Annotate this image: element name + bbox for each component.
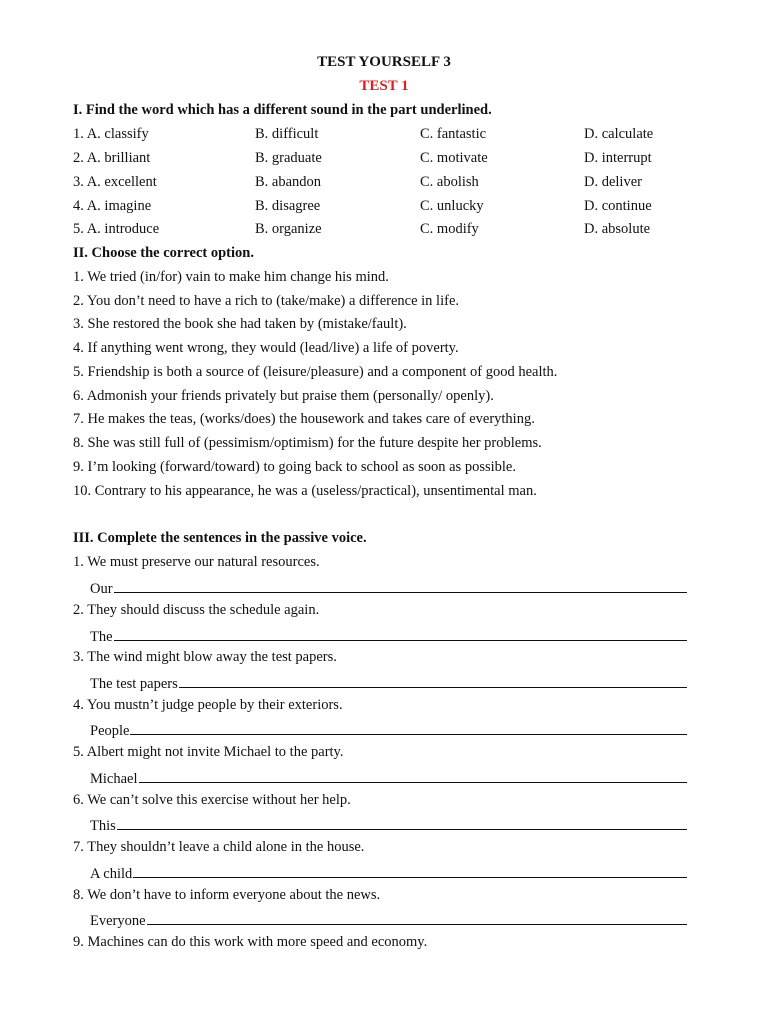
- option-a: 2. A. brilliant: [73, 150, 151, 166]
- question-item: 9. Machines can do this work with more speed and economy.: [73, 934, 428, 950]
- option-d: D. absolute: [584, 221, 651, 237]
- answer-stem: Michael: [90, 771, 138, 787]
- answer-blank[interactable]: [147, 910, 687, 925]
- answer-line[interactable]: [90, 578, 687, 598]
- question-row: [73, 174, 693, 194]
- question-item: 4. If anything went wrong, they would (lead/live) a life of poverty.: [73, 340, 459, 356]
- option-a: 4. A. imagine: [73, 198, 152, 214]
- answer-blank[interactable]: [179, 673, 687, 688]
- answer-line[interactable]: [90, 863, 687, 883]
- question-item: 1. We tried (in/for) vain to make him change his mind.: [73, 269, 389, 285]
- question-row: [73, 150, 693, 170]
- question-item: 9. I’m looking (forward/toward) to going back to school as soon as possible.: [73, 459, 516, 475]
- option-c: C. abolish: [420, 174, 479, 190]
- question-item: 10. Contrary to his appearance, he was a (useless/practical), unsentimental man.: [73, 483, 537, 499]
- option-d: D. interrupt: [584, 150, 652, 166]
- question-item: 1. We must preserve our natural resources.: [73, 554, 320, 570]
- option-b: B. abandon: [255, 174, 322, 190]
- answer-stem: People: [90, 723, 130, 739]
- question-item: 5. Friendship is both a source of (leisure/pleasure) and a component of good health.: [73, 364, 558, 380]
- question-item: 8. She was still full of (pessimism/optimism) for the future despite her problems.: [73, 435, 542, 451]
- option-a: 5. A. introduce: [73, 221, 160, 237]
- answer-stem: Everyone: [90, 913, 146, 929]
- option-c: C. unlucky: [420, 198, 484, 214]
- test-subtitle: TEST 1: [359, 78, 409, 94]
- answer-line[interactable]: [90, 626, 687, 646]
- answer-line[interactable]: [90, 673, 687, 693]
- question-item: 3. She restored the book she had taken by (mistake/fault).: [73, 316, 407, 332]
- option-c: C. motivate: [420, 150, 488, 166]
- question-item: 5. Albert might not invite Michael to the party.: [73, 744, 344, 760]
- option-b: B. graduate: [255, 150, 322, 166]
- answer-stem: Our: [90, 581, 113, 597]
- question-item: 4. You mustn’t judge people by their exteriors.: [73, 697, 343, 713]
- question-row: [73, 221, 693, 241]
- option-d: D. calculate: [584, 126, 654, 142]
- question-item: 2. They should discuss the schedule again.: [73, 602, 320, 618]
- answer-line[interactable]: [90, 768, 687, 788]
- option-b: B. organize: [255, 221, 322, 237]
- question-item: 2. You don’t need to have a rich to (take/make) a difference in life.: [73, 293, 459, 309]
- option-c: C. fantastic: [420, 126, 487, 142]
- answer-blank[interactable]: [133, 863, 687, 878]
- option-b: B. difficult: [255, 126, 319, 142]
- option-d: D. deliver: [584, 174, 642, 190]
- answer-blank[interactable]: [117, 815, 687, 830]
- option-d: D. continue: [584, 198, 652, 214]
- option-c: C. modify: [420, 221, 479, 237]
- answer-blank[interactable]: [114, 578, 687, 593]
- question-item: 3. The wind might blow away the test papers.: [73, 649, 337, 665]
- answer-stem: A child: [90, 866, 133, 882]
- question-item: 6. We can’t solve this exercise without her help.: [73, 792, 351, 808]
- section-2-heading: II. Choose the correct option.: [73, 245, 254, 261]
- answer-blank[interactable]: [130, 720, 687, 735]
- question-item: 8. We don’t have to inform everyone about the news.: [73, 887, 381, 903]
- option-a: 1. A. classify: [73, 126, 149, 142]
- question-item: 7. They shouldn’t leave a child alone in the house.: [73, 839, 365, 855]
- answer-line[interactable]: [90, 910, 687, 930]
- option-b: B. disagree: [255, 198, 321, 214]
- answer-line[interactable]: [90, 815, 687, 835]
- question-row: [73, 126, 693, 146]
- section-1-heading: I. Find the word which has a different sound in the part underlined.: [73, 102, 492, 118]
- question-row: [73, 198, 693, 218]
- answer-line[interactable]: [90, 720, 687, 740]
- question-item: 6. Admonish your friends privately but praise them (personally/ openly).: [73, 388, 494, 404]
- answer-blank[interactable]: [139, 768, 687, 783]
- answer-stem: This: [90, 818, 116, 834]
- question-item: 7. He makes the teas, (works/does) the housework and takes care of everything.: [73, 411, 535, 427]
- answer-stem: The: [90, 629, 113, 645]
- answer-blank[interactable]: [114, 626, 687, 641]
- page-title: TEST YOURSELF 3: [317, 54, 451, 70]
- section-3-heading: III. Complete the sentences in the passive voice.: [73, 530, 367, 546]
- answer-stem: The test papers: [90, 676, 178, 692]
- option-a: 3. A. excellent: [73, 174, 157, 190]
